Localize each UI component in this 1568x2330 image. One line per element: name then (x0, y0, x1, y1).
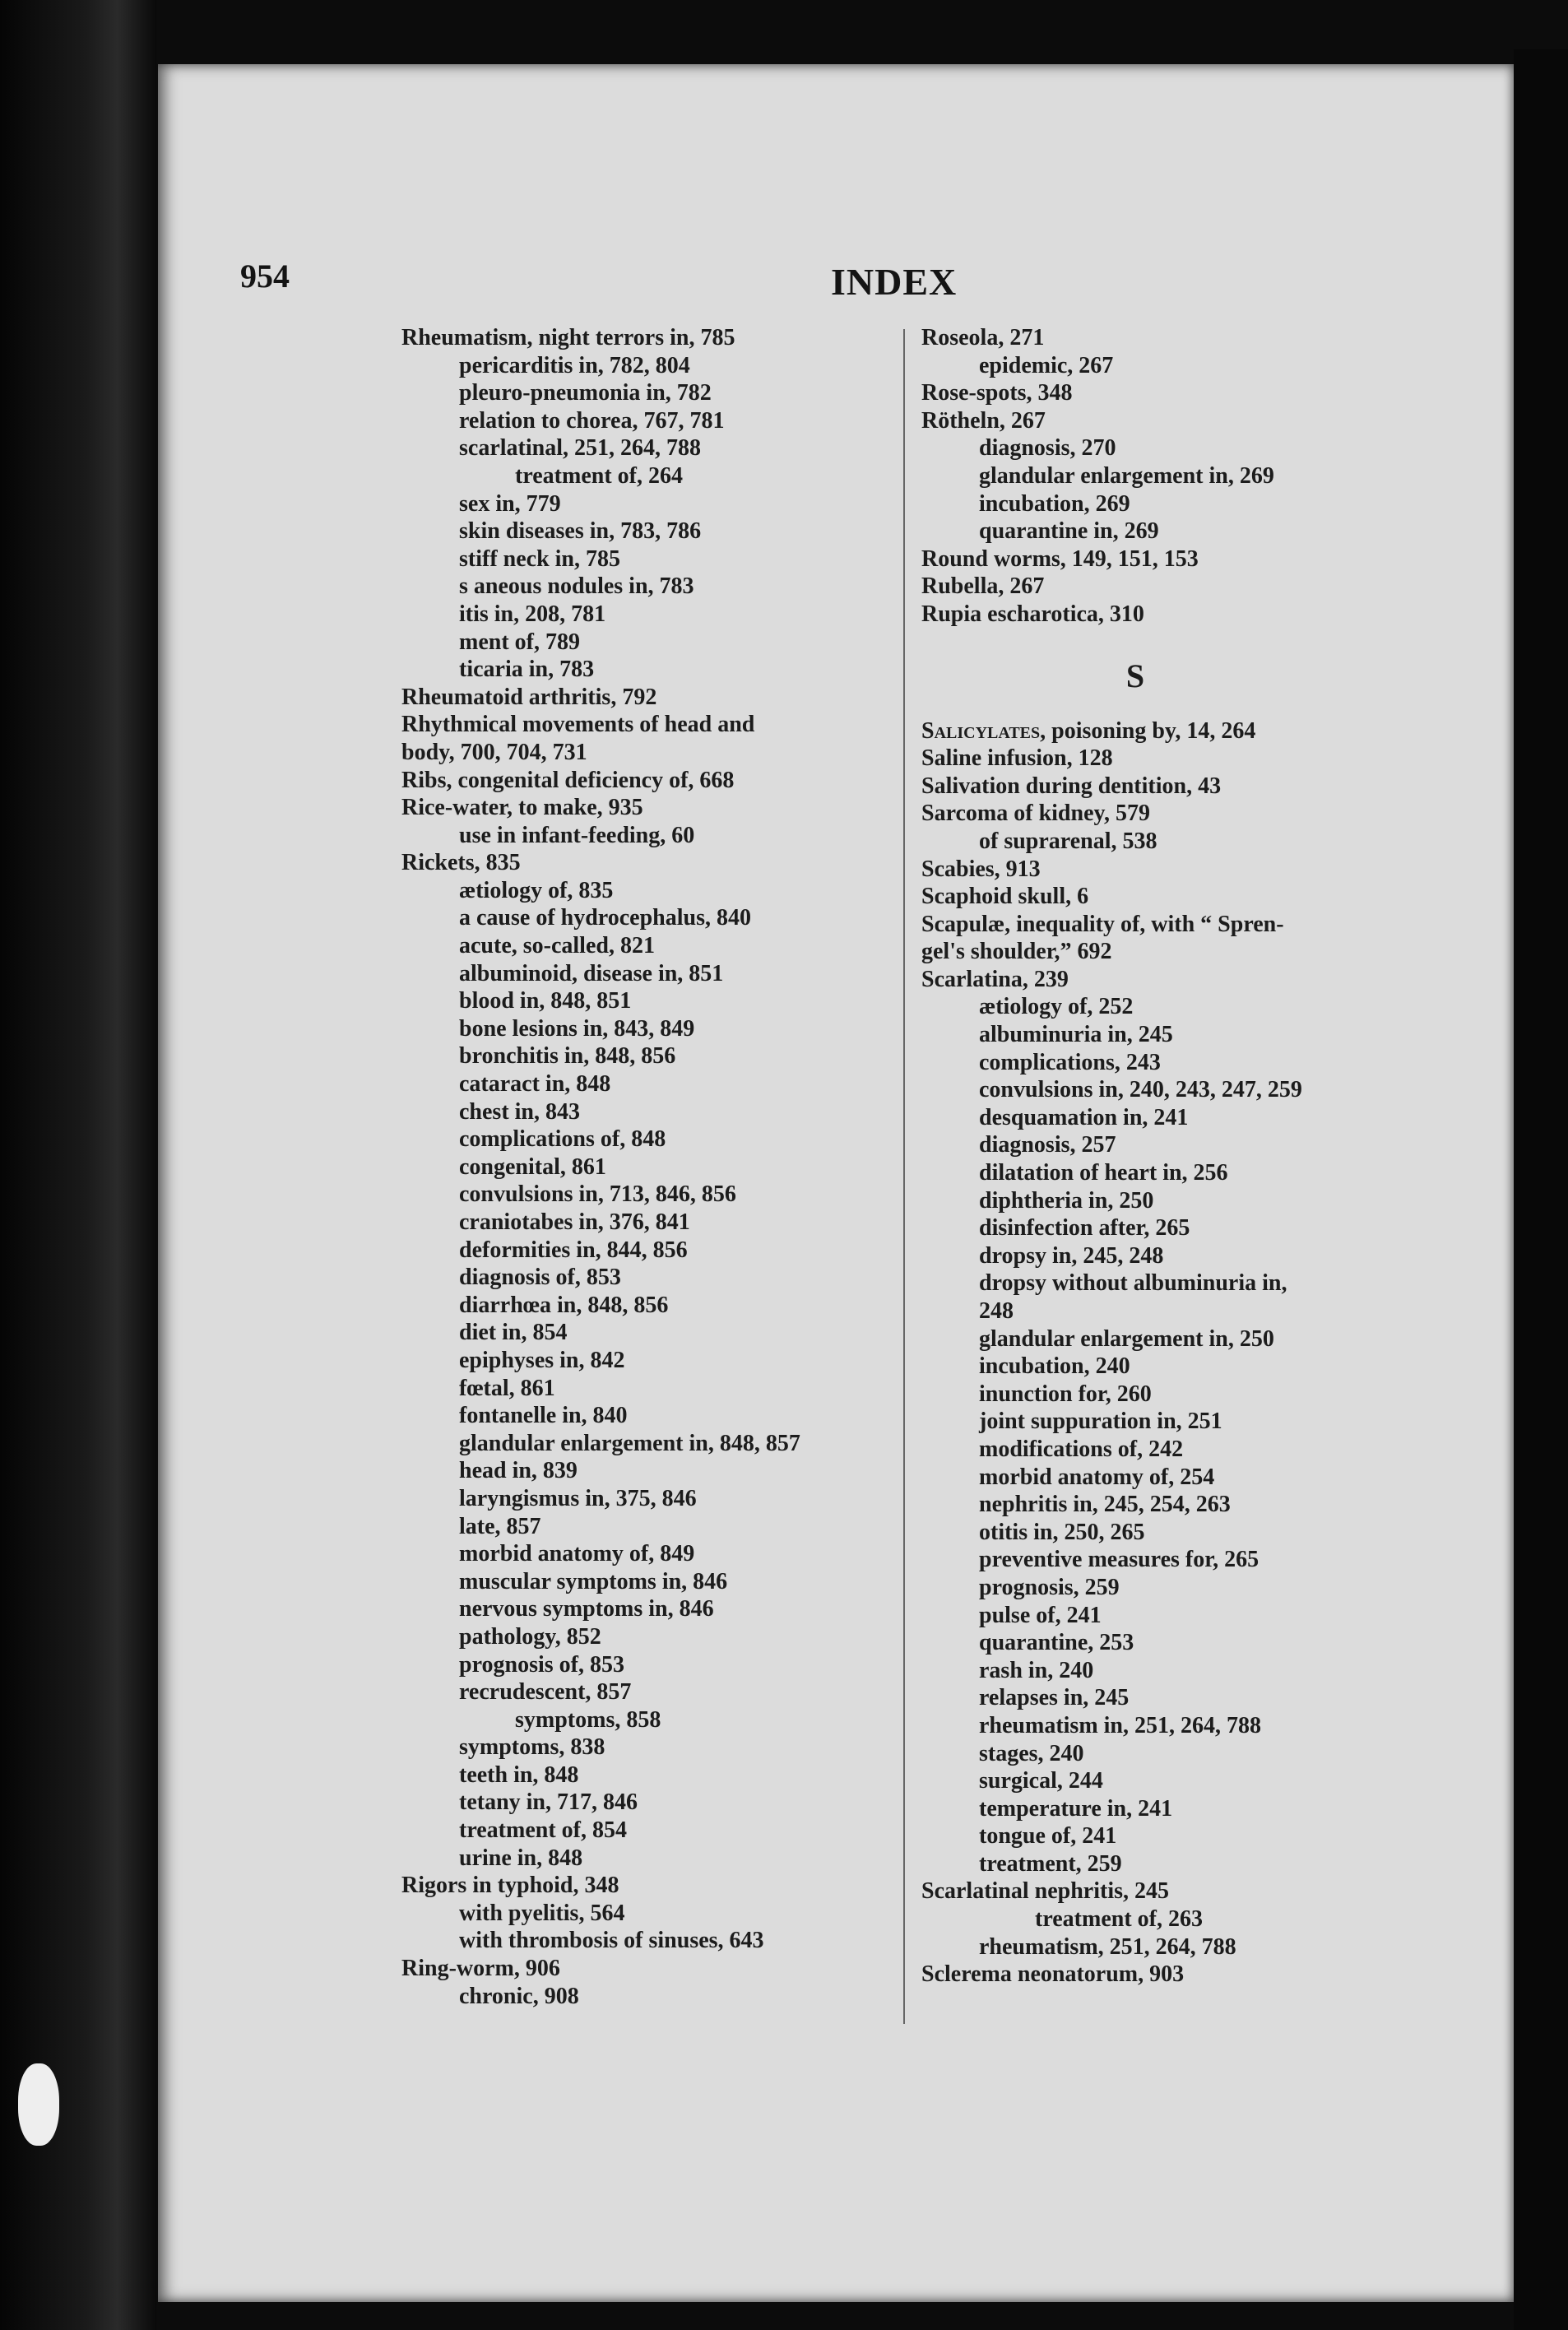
index-subentry: preventive measures for, 265 (979, 1547, 1260, 1573)
index-subentry: incubation, 240 (979, 1353, 1130, 1380)
index-subentry: tetany in, 717, 846 (459, 1789, 638, 1816)
index-subentry: stiff neck in, 785 (459, 545, 620, 572)
index-subentry: muscular symptoms in, 846 (459, 1568, 728, 1594)
index-subentry: rheumatism, 251, 264, 788 (979, 1933, 1236, 1960)
index-subentry: 248 (979, 1298, 1014, 1324)
page-number: 954 (240, 258, 290, 295)
index-subentry: fontanelle in, 840 (459, 1403, 628, 1429)
index-subentry: temperature in, 241 (979, 1795, 1173, 1822)
index-subentry: acute, so-called, 821 (459, 933, 655, 959)
index-subentry: symptoms, 838 (459, 1734, 605, 1761)
index-entry-smallcaps: Salicylates, (921, 717, 1046, 744)
index-subentry: pericarditis in, 782, 804 (459, 352, 690, 378)
index-subentry: chronic, 908 (459, 1983, 579, 2009)
index-subentry: diphtheria in, 250 (979, 1187, 1154, 1214)
index-subentry: urine in, 848 (459, 1845, 583, 1871)
index-subentry: morbid anatomy of, 254 (979, 1464, 1215, 1490)
index-subentry: ment of, 789 (459, 629, 580, 655)
index-subentry: glandular enlargement in, 848, 857 (459, 1430, 800, 1456)
index-entry: Sclerema neonatorum, 903 (921, 1961, 1185, 1988)
index-subentry: relapses in, 245 (979, 1685, 1130, 1711)
index-subentry: diet in, 854 (459, 1320, 568, 1346)
index-subentry: inunction for, 260 (979, 1381, 1152, 1407)
scan-right-margin (1514, 49, 1568, 2330)
index-subentry: diarrhœa in, 848, 856 (459, 1292, 669, 1318)
index-subentry: treatment, 259 (979, 1850, 1122, 1877)
index-entry: gel's shoulder,” 692 (921, 939, 1112, 965)
index-subentry: convulsions in, 713, 846, 856 (459, 1181, 736, 1208)
index-subentry: quarantine in, 269 (979, 518, 1159, 545)
left-index-column (401, 324, 891, 2010)
index-subentry: dilatation of heart in, 256 (979, 1160, 1228, 1186)
section-letter-heading: S (1125, 657, 1145, 694)
index-subentry: disinfection after, 265 (979, 1215, 1190, 1242)
index-subentry: a cause of hydrocephalus, 840 (459, 905, 751, 931)
index-subentry: scarlatinal, 251, 264, 788 (459, 435, 701, 462)
index-entry: Salicylates, poisoning by, 14, 264 (921, 717, 1256, 744)
index-subentry: incubation, 269 (979, 490, 1130, 517)
index-subentry: chest in, 843 (459, 1098, 580, 1125)
index-entry: Scarlatinal nephritis, 245 (921, 1878, 1170, 1905)
index-subentry: ætiology of, 835 (459, 877, 614, 903)
index-subentry: albuminoid, disease in, 851 (459, 960, 724, 986)
index-subentry: prognosis, 259 (979, 1574, 1120, 1600)
right-index-column (921, 324, 1382, 1989)
index-entry: Rötheln, 267 (921, 407, 1046, 434)
index-entry: Rickets, 835 (401, 850, 521, 876)
index-subentry: pulse of, 241 (979, 1602, 1102, 1628)
index-subentry: congenital, 861 (459, 1153, 606, 1180)
index-subentry: relation to chorea, 767, 781 (459, 407, 725, 434)
index-entry: Ribs, congenital deficiency of, 668 (401, 767, 735, 793)
index-entry: body, 700, 704, 731 (401, 739, 587, 765)
index-subentry: head in, 839 (459, 1458, 578, 1484)
index-subentry: teeth in, 848 (459, 1761, 579, 1788)
index-subentry: late, 857 (459, 1513, 541, 1539)
index-subentry: with pyelitis, 564 (459, 1900, 625, 1926)
index-subentry: complications, 243 (979, 1049, 1161, 1075)
index-subentry: quarantine, 253 (979, 1630, 1134, 1656)
index-subentry: pleuro-pneumonia in, 782 (459, 380, 712, 406)
index-group-r (921, 324, 1382, 629)
index-entry: Ring-worm, 906 (401, 1956, 560, 1982)
index-entry: Rupia escharotica, 310 (921, 601, 1144, 627)
index-subentry: otitis in, 250, 265 (979, 1519, 1145, 1545)
index-subentry: diagnosis, 257 (979, 1132, 1116, 1158)
index-subentry: complications of, 848 (459, 1126, 666, 1153)
index-entry: Round worms, 149, 151, 153 (921, 545, 1199, 572)
index-subentry: nephritis in, 245, 254, 263 (979, 1492, 1231, 1518)
index-entry: Scapulæ, inequality of, with “ Spren- (921, 911, 1284, 937)
index-subentry: pathology, 852 (459, 1623, 601, 1650)
index-subentry: bone lesions in, 843, 849 (459, 1015, 695, 1042)
index-subentry: desquamation in, 241 (979, 1104, 1189, 1130)
index-subentry: ætiology of, 252 (979, 994, 1134, 1020)
index-subentry: of suprarenal, 538 (979, 828, 1157, 854)
index-entry: Roseola, 271 (921, 325, 1045, 350)
index-entry: Rose-spots, 348 (921, 380, 1073, 406)
index-entry: Rheumatoid arthritis, 792 (401, 684, 657, 710)
index-subentry: glandular enlargement in, 250 (979, 1325, 1274, 1352)
index-entry: Salivation during dentition, 43 (921, 773, 1222, 799)
index-subentry: stages, 240 (979, 1740, 1084, 1766)
index-subentry: laryngismus in, 375, 846 (459, 1485, 697, 1511)
index-subentry: treatment of, 854 (459, 1817, 627, 1844)
index-subentry: morbid anatomy of, 849 (459, 1541, 695, 1567)
index-group-s (921, 717, 1382, 1989)
index-subentry: nervous symptoms in, 846 (459, 1596, 714, 1622)
index-subentry: ticaria in, 783 (459, 657, 595, 683)
index-subentry: dropsy in, 245, 248 (979, 1242, 1164, 1269)
index-subentry: glandular enlargement in, 269 (979, 462, 1274, 489)
paper-speck (18, 2063, 59, 2146)
index-subentry: epidemic, 267 (979, 352, 1114, 378)
index-entry: Rice-water, to make, 935 (401, 795, 643, 821)
index-entry: Scaphoid skull, 6 (921, 884, 1089, 910)
index-subentry: fœtal, 861 (459, 1375, 555, 1401)
index-subentry: prognosis of, 853 (459, 1651, 624, 1678)
index-entry: Rigors in typhoid, 348 (401, 1873, 619, 1899)
index-subentry: sex in, 779 (459, 490, 561, 517)
index-subentry: with thrombosis of sinuses, 643 (459, 1928, 764, 1954)
index-subentry: deformities in, 844, 856 (459, 1237, 688, 1263)
index-subentry: surgical, 244 (979, 1768, 1103, 1794)
index-subentry: rash in, 240 (979, 1657, 1094, 1683)
index-subentry: epiphyses in, 842 (459, 1347, 625, 1373)
index-subentry: tongue of, 241 (979, 1823, 1117, 1850)
index-entry: Saline infusion, 128 (921, 745, 1113, 772)
index-subentry: rheumatism in, 251, 264, 788 (979, 1712, 1261, 1738)
index-subentry: skin diseases in, 783, 786 (459, 518, 702, 545)
index-subentry: convulsions in, 240, 243, 247, 259 (979, 1077, 1302, 1103)
index-subentry: cataract in, 848 (459, 1071, 611, 1098)
index-subentry: joint suppuration in, 251 (979, 1409, 1222, 1435)
index-entry: Rubella, 267 (921, 573, 1045, 600)
page-header (240, 257, 964, 306)
index-subentry: craniotabes in, 376, 841 (459, 1209, 690, 1235)
index-subentry: albuminuria in, 245 (979, 1022, 1173, 1048)
index-entry: Sarcoma of kidney, 579 (921, 801, 1150, 827)
index-subentry: s aneous nodules in, 783 (459, 573, 694, 600)
scan-left-margin (0, 0, 156, 2330)
index-entry: Scabies, 913 (921, 856, 1041, 882)
index-subentry: treatment of, 264 (515, 462, 683, 489)
column-divider (903, 329, 905, 2024)
index-subentry: itis in, 208, 781 (459, 601, 606, 627)
index-subentry: dropsy without albuminuria in, (979, 1270, 1287, 1297)
index-subentry: diagnosis, 270 (979, 435, 1116, 462)
index-entry: Scarlatina, 239 (921, 966, 1069, 992)
index-entry: Rheumatism, night terrors in, 785 (401, 325, 735, 350)
index-subentry: blood in, 848, 851 (459, 988, 632, 1014)
index-subentry: diagnosis of, 853 (459, 1265, 621, 1291)
index-subentry: bronchitis in, 848, 856 (459, 1043, 676, 1070)
index-entry: Rhythmical movements of head and (401, 712, 755, 738)
index-subentry: modifications of, 242 (979, 1436, 1184, 1462)
running-title: INDEX (831, 261, 958, 303)
index-subentry: symptoms, 858 (515, 1706, 661, 1733)
index-subentry: use in infant-feeding, 60 (459, 822, 695, 848)
index-subentry: recrudescent, 857 (459, 1679, 632, 1706)
index-subentry: treatment of, 263 (1035, 1906, 1203, 1933)
